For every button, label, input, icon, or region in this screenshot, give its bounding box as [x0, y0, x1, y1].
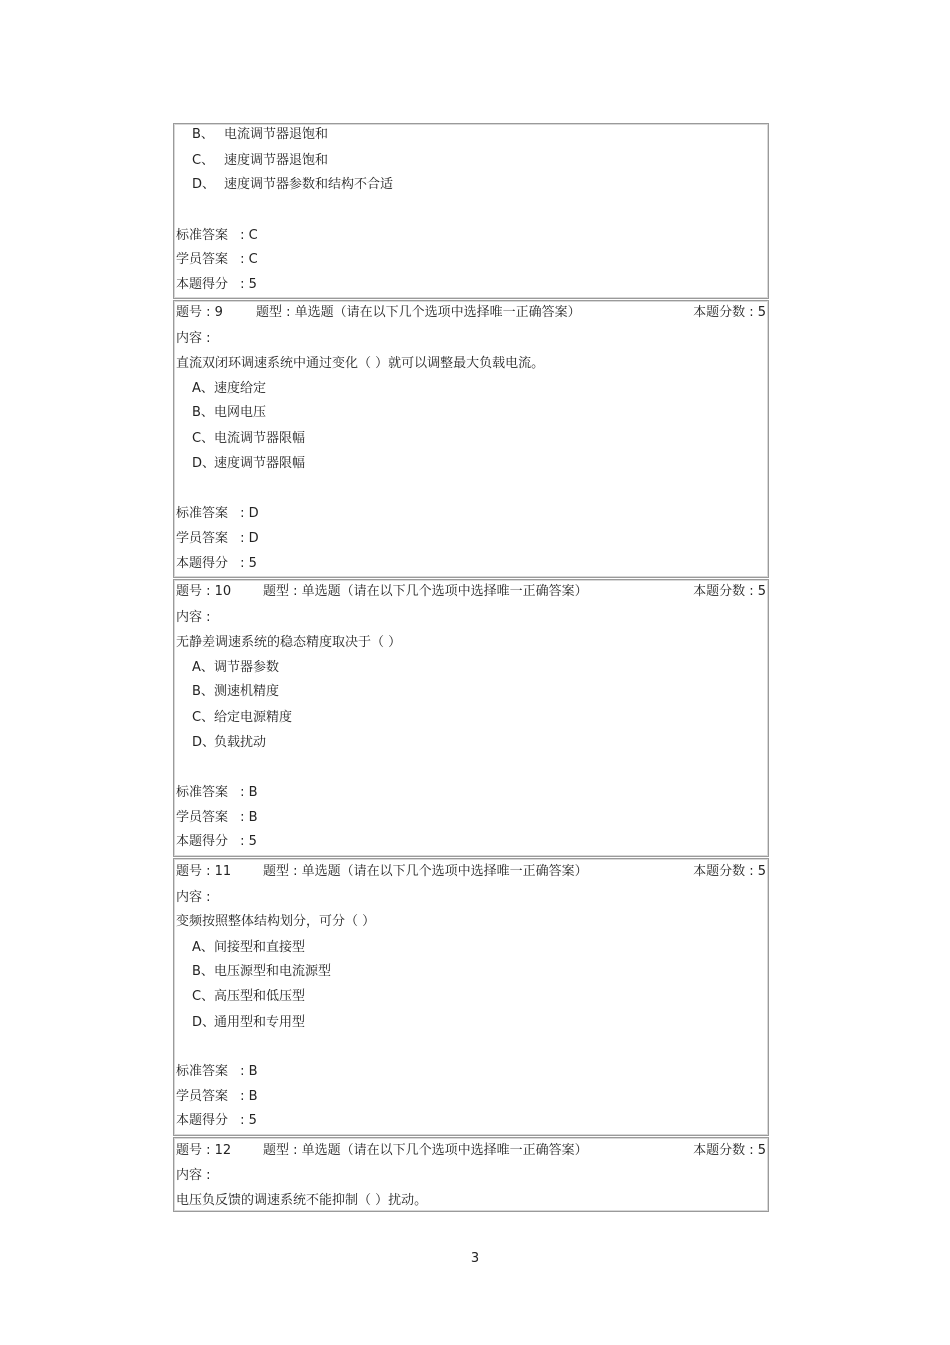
option-letter: D、 — [192, 177, 216, 192]
standard-answer: 标准答案 : D — [176, 506, 259, 521]
option-b: B、电网电压 — [192, 405, 267, 420]
question-stem: 电压负反馈的调速系统不能抑制（ ）扰动。 — [176, 1193, 428, 1208]
option-text: 电流调节器退饱和 — [224, 127, 329, 142]
option-b: B、测速机精度 — [192, 684, 280, 699]
option-a: A、间接型和直接型 — [192, 940, 306, 955]
question-score-got: 本题得分 : 5 — [176, 277, 257, 292]
content-label: 内容 : — [176, 610, 211, 625]
option-text: 速度调节器退饱和 — [224, 153, 329, 168]
question-type: 题型 : 单选题（请在以下几个选项中选择唯一正确答案） — [256, 305, 581, 320]
student-answer-value: C — [248, 252, 258, 267]
page-number: 3 — [470, 1251, 480, 1266]
option-letter: B、 — [192, 127, 214, 142]
content-label: 内容 : — [176, 331, 211, 346]
standard-answer-value: C — [248, 228, 258, 243]
question-number: 题号 : 10 — [176, 584, 232, 599]
option-letter: C、 — [192, 153, 215, 168]
option-c: C、高压型和低压型 — [192, 989, 306, 1004]
student-answer: 学员答案 : B — [176, 810, 258, 825]
question-stem: 变频按照整体结构划分，可分（ ） — [176, 914, 376, 929]
option-c — [192, 152, 328, 170]
question-score-got: 本题得分 : 5 — [176, 834, 257, 849]
option-d: D、通用型和专用型 — [192, 1015, 306, 1030]
question-score: 本题分数 : 5 — [693, 1143, 766, 1158]
question-block-9 — [173, 300, 769, 578]
question-block-fragment — [173, 123, 769, 299]
score-got-value: 5 — [248, 277, 257, 292]
content-label: 内容 : — [176, 1168, 211, 1183]
option-a: A、调节器参数 — [192, 660, 280, 675]
question-block-10 — [173, 579, 769, 857]
student-answer: 学员答案 : C — [176, 252, 258, 267]
question-type: 题型 : 单选题（请在以下几个选项中选择唯一正确答案） — [263, 1143, 588, 1158]
option-c: C、给定电源精度 — [192, 710, 293, 725]
question-score: 本题分数 : 5 — [693, 305, 766, 320]
question-number: 题号 : 12 — [176, 1143, 232, 1158]
standard-answer: 标准答案 : B — [176, 1064, 258, 1079]
option-text: 速度调节器参数和结构不合适 — [224, 177, 394, 192]
question-stem: 直流双闭环调速系统中通过变化（ ）就可以调整最大负载电流。 — [176, 356, 545, 371]
option-c: C、电流调节器限幅 — [192, 431, 306, 446]
question-score: 本题分数 : 5 — [693, 584, 766, 599]
student-answer: 学员答案 : D — [176, 531, 259, 546]
question-type: 题型 : 单选题（请在以下几个选项中选择唯一正确答案） — [263, 584, 588, 599]
question-type: 题型 : 单选题（请在以下几个选项中选择唯一正确答案） — [263, 864, 588, 879]
question-block-11 — [173, 858, 769, 1136]
option-b: B、电压源型和电流源型 — [192, 964, 332, 979]
content-label: 内容 : — [176, 890, 211, 905]
standard-answer: 标准答案 : B — [176, 785, 258, 800]
option-d: D、负载扰动 — [192, 735, 267, 750]
option-d: D、速度调节器限幅 — [192, 456, 306, 471]
question-stem: 无静差调速系统的稳态精度取决于（ ） — [176, 635, 402, 650]
standard-answer: 标准答案 : C — [176, 228, 258, 243]
question-score-got: 本题得分 : 5 — [176, 556, 257, 571]
question-score: 本题分数 : 5 — [693, 864, 766, 879]
option-a: A、速度给定 — [192, 381, 267, 396]
question-block-12 — [173, 1137, 769, 1212]
student-answer: 学员答案 : B — [176, 1089, 258, 1104]
question-number: 题号 : 9 — [176, 305, 223, 320]
question-number: 题号 : 11 — [176, 864, 232, 879]
question-score-got: 本题得分 : 5 — [176, 1113, 257, 1128]
option-b — [192, 126, 328, 144]
option-d — [192, 176, 393, 194]
